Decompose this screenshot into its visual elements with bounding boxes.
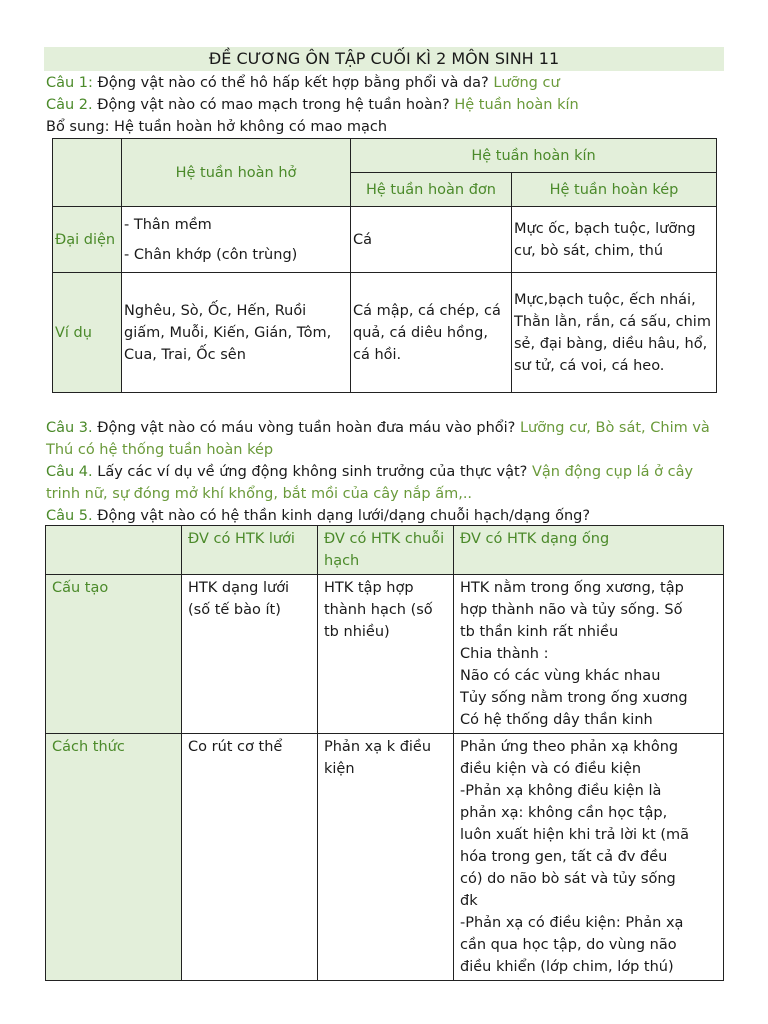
table2-structure-ganglion: HTK tập hợp thành hạch (số tb nhiều)	[318, 575, 454, 734]
mechanism-line-9: -Phản xạ có điều kiện: Phản xạ	[460, 915, 684, 931]
table2-corner	[46, 526, 182, 575]
table1-example-single: Cá mập, cá chép, cá quả, cá diêu hồng, cá hồi.	[351, 273, 512, 393]
table1-row-representative-label: Đại diện	[53, 207, 122, 273]
structure-line-4: Chia thành :	[460, 646, 549, 662]
table1-open-item-2: - Chân khớp (côn trùng)	[124, 246, 298, 263]
structure-line-1: HTK nằm trong ống xương, tập	[460, 580, 684, 596]
nervous-system-table	[45, 525, 724, 981]
questions-1-2	[46, 72, 726, 138]
question-1-answer: Lưỡng cư	[493, 75, 560, 91]
table2-row-mechanism-label: Cách thức	[46, 734, 182, 981]
table2-header-net: ĐV có HTK lưới	[182, 526, 318, 575]
mechanism-line-11: điều khiển (lớp chim, lớp thú)	[460, 959, 674, 975]
mechanism-line-6: hóa trong gen, tất cả đv đều	[460, 849, 668, 865]
table2-row-structure-label: Cấu tạo	[46, 575, 182, 734]
structure-line-5: Não có các vùng khác nhau	[460, 668, 661, 684]
table1-header-open: Hệ tuần hoàn hở	[122, 139, 351, 207]
table1-row-example-label: Ví dụ	[53, 273, 122, 393]
question-3-answer: Lưỡng cư, Bò sát, Chim và Thú có hệ thống tuần hoàn kép	[46, 420, 710, 458]
structure-line-2: hợp thành não và tủy sống. Số	[460, 602, 683, 618]
question-4-answer: Vận động cụp lá ở cây trinh nữ, sự đóng mở khí khổng, bắt mồi của cây nắp ấm,..	[46, 464, 694, 502]
question-2	[46, 94, 726, 116]
table2-structure-net: HTK dạng lưới (số tế bào ít)	[182, 575, 318, 734]
circulatory-table	[52, 138, 717, 393]
table1-header-single: Hệ tuần hoàn đơn	[351, 173, 512, 207]
table2-mechanism-tube	[454, 734, 724, 981]
supplement-note: Bổ sung: Hệ tuần hoàn hở không có mao mạch	[46, 119, 388, 135]
structure-line-7: Có hệ thống dây thần kinh	[460, 712, 653, 728]
question-3-text: Động vật nào có máu vòng tuần hoàn đưa máu vào phổi?	[92, 420, 520, 436]
structure-line-3: tb thần kinh rất nhiều	[460, 624, 619, 640]
question-4	[46, 461, 726, 505]
question-4-text: Lấy các ví dụ về ứng động không sinh trưởng của thực vật?	[92, 464, 532, 480]
mechanism-line-3: -Phản xạ không điều kiện là	[460, 783, 662, 799]
table1-representative-open	[122, 207, 351, 273]
table1-corner	[53, 139, 122, 207]
question-5	[46, 505, 726, 527]
table1-open-item-1: - Thân mềm	[124, 216, 212, 233]
table1-header-double: Hệ tuần hoàn kép	[512, 173, 717, 207]
table1-example-open: Nghêu, Sò, Ốc, Hến, Ruồi giấm, Muỗi, Kiến, Gián, Tôm, Cua, Trai, Ốc sên	[122, 273, 351, 393]
table1-header-closed: Hệ tuần hoàn kín	[351, 139, 717, 173]
mechanism-line-5: luôn xuất hiện khi trả lời kt (mã	[460, 827, 690, 843]
table2-mechanism-net: Co rút cơ thể	[182, 734, 318, 981]
mechanism-line-1: Phản ứng theo phản xạ không	[460, 739, 679, 755]
mechanism-line-7: có) do não bò sát và tủy sống	[460, 871, 676, 887]
mechanism-line-8: đk	[460, 893, 478, 909]
page-title: ĐỀ CƯƠNG ÔN TẬP CUỐI KÌ 2 MÔN SINH 11	[44, 47, 724, 71]
mechanism-line-10: cần qua học tập, do vùng não	[460, 937, 677, 953]
table2-mechanism-ganglion: Phản xạ k điều kiện	[318, 734, 454, 981]
table1-representative-double: Mực ốc, bạch tuộc, lưỡng cư, bò sát, chim, thú	[512, 207, 717, 273]
table1-example-double: Mực,bạch tuộc, ếch nhái, Thằn lằn, rắn, cá sấu, chim sẻ, đại bàng, diều hâu, hổ, sư tử, cá voi, cá heo.	[512, 273, 717, 393]
question-1-label: Câu 1:	[46, 75, 93, 91]
mechanism-line-4: phản xạ: không cần học tập,	[460, 805, 668, 821]
question-3-label: Câu 3.	[46, 420, 93, 436]
question-2-answer: Hệ tuần hoàn kín	[454, 97, 579, 113]
mechanism-line-2: điều kiện và có điều kiện	[460, 761, 642, 777]
question-2-label: Câu 2.	[46, 97, 93, 113]
question-2-text: Động vật nào có mao mạch trong hệ tuần hoàn?	[92, 97, 455, 113]
table2-structure-tube	[454, 575, 724, 734]
structure-line-6: Tủy sống nằm trong ống xuơng	[460, 690, 688, 706]
table2-header-tube: ĐV có HTK dạng ống	[454, 526, 724, 575]
question-4-label: Câu 4.	[46, 464, 93, 480]
question-5-label: Câu 5.	[46, 508, 93, 524]
question-5-text: Động vật nào có hệ thần kinh dạng lưới/dạng chuỗi hạch/dạng ống?	[92, 508, 591, 524]
question-3	[46, 417, 726, 461]
table2-header-ganglion: ĐV có HTK chuỗi hạch	[318, 526, 454, 575]
question-1-text: Động vật nào có thể hô hấp kết hợp bằng phổi và da?	[92, 75, 494, 91]
question-1	[46, 72, 726, 94]
questions-3-5	[46, 417, 726, 527]
table1-representative-single: Cá	[351, 207, 512, 273]
